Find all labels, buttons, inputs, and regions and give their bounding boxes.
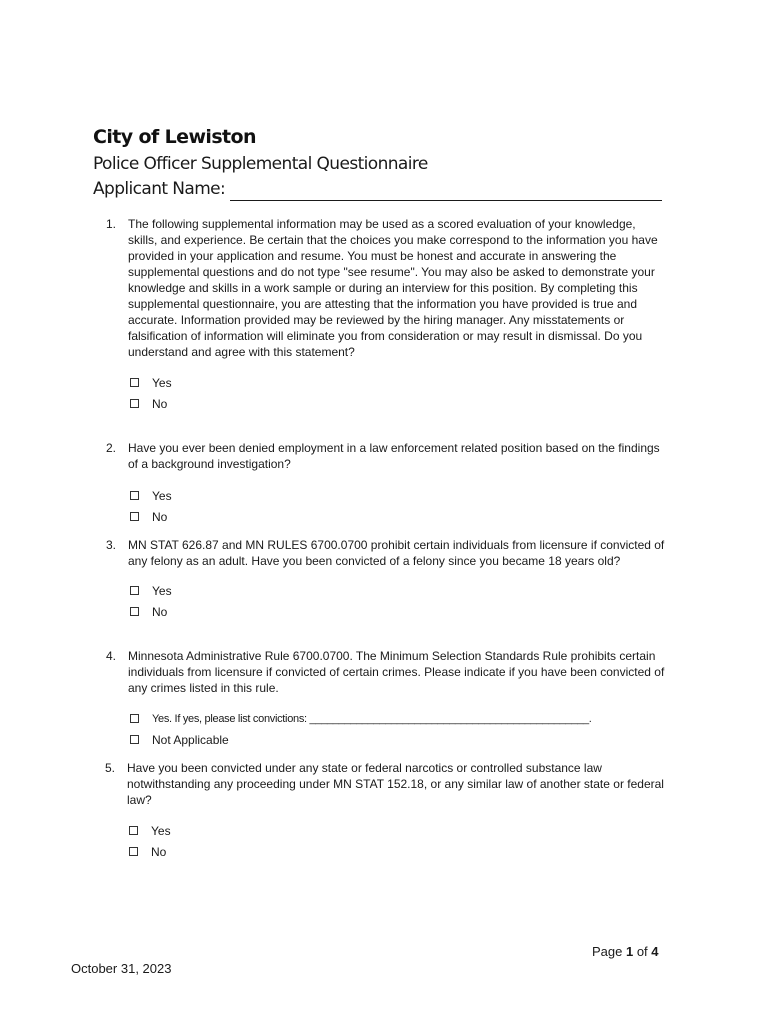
option-label: No [152,396,168,411]
answer-options [130,485,666,527]
question-number: 3. [106,538,117,552]
question-1 [106,216,666,414]
option-yes[interactable] [130,372,666,393]
page-number [592,944,659,959]
option-label: Yes [151,823,171,838]
option-not-applicable[interactable] [130,729,666,750]
question-text: The following supplemental information may be used as a scored evaluation of your knowledge, skills, and experience. Be certain that the choices you make correspond to the information you have provided in your application and resume. You must be honest and accurate in answering the supplemental questions and do not type "see resume". You may also be asked to demonstrate your knowledge and skills in a work sample or during an interview for this position. By completing this supplemental questionnaire, you are attesting that the information you have provided is true and accurate. Information provided may be reviewed by the hiring manager. Any misstatements or falsification of information will eliminate you from consideration or may result in dismissal. Do you understand and agree with this statement? [128,217,658,359]
checkbox-icon[interactable] [129,826,138,835]
option-label: Not Applicable [152,732,229,747]
applicant-name-label: Applicant Name: [93,179,226,199]
checkbox-icon[interactable] [130,378,139,387]
questionnaire-title: Police Officer Supplemental Questionnaire [93,154,428,174]
answer-options [129,820,665,862]
applicant-name-field[interactable] [230,182,662,201]
city-title: City of Lewiston [93,126,256,148]
option-label: No [152,509,168,524]
question-number: 5. [105,761,116,775]
checkbox-icon[interactable] [130,607,139,616]
question-text: Have you ever been denied employment in a law enforcement related position based on the findings of a background investigation? [128,441,660,471]
checkbox-icon[interactable] [130,512,139,521]
checkbox-icon[interactable] [130,735,139,744]
question-number: 4. [106,649,117,663]
question-number: 2. [106,441,117,455]
question-text: Have you been convicted under any state or federal narcotics or controlled substance law notwithstanding any proceeding under MN STAT 152.18, or any similar law of another state or federal law? [127,761,664,807]
option-label: Yes [152,488,172,503]
option-no[interactable] [129,841,665,862]
question-3 [106,537,666,622]
checkbox-icon[interactable] [130,586,139,595]
answer-options [130,372,666,414]
document-header [93,124,693,201]
option-label: Yes [152,375,172,390]
checkbox-icon[interactable] [129,847,138,856]
question-5 [105,760,665,862]
checkbox-icon[interactable] [130,491,139,500]
option-yes[interactable] [130,580,666,601]
option-no[interactable] [130,506,666,527]
page-current: 1 [625,944,634,959]
question-2 [106,440,666,527]
answer-options [130,708,666,750]
option-yes[interactable] [130,485,666,506]
question-number: 1. [106,217,117,231]
question-text: MN STAT 626.87 and MN RULES 6700.0700 prohibit certain individuals from licensure if convicted of any felony as an adult. Have you been convicted of a felony since you became 18 years old? [128,538,665,568]
page-of: of [633,944,652,959]
option-no[interactable] [130,393,666,414]
option-label: No [152,604,168,619]
page-total: 4 [651,944,659,959]
page-prefix: Page [592,944,626,959]
option-label: No [151,844,167,859]
checkbox-icon[interactable] [130,399,139,408]
option-no[interactable] [130,601,666,622]
footer-date: October 31, 2023 [71,961,172,976]
option-label: Yes [152,583,172,598]
checkbox-icon[interactable] [130,714,139,723]
question-text: Minnesota Administrative Rule 6700.0700. The Minimum Selection Standards Rule prohibits certain individuals from licensure if convicted of certain crimes. Please indicate if you have been convicted of any crimes listed in this rule. [128,649,665,695]
question-4 [106,648,666,750]
option-label: Yes. If yes, please list convictions: ________________________________________________. [152,712,592,725]
applicant-name-row [93,177,693,201]
option-yes-list-convictions[interactable] [130,708,666,729]
option-yes[interactable] [129,820,665,841]
answer-options [130,580,666,622]
